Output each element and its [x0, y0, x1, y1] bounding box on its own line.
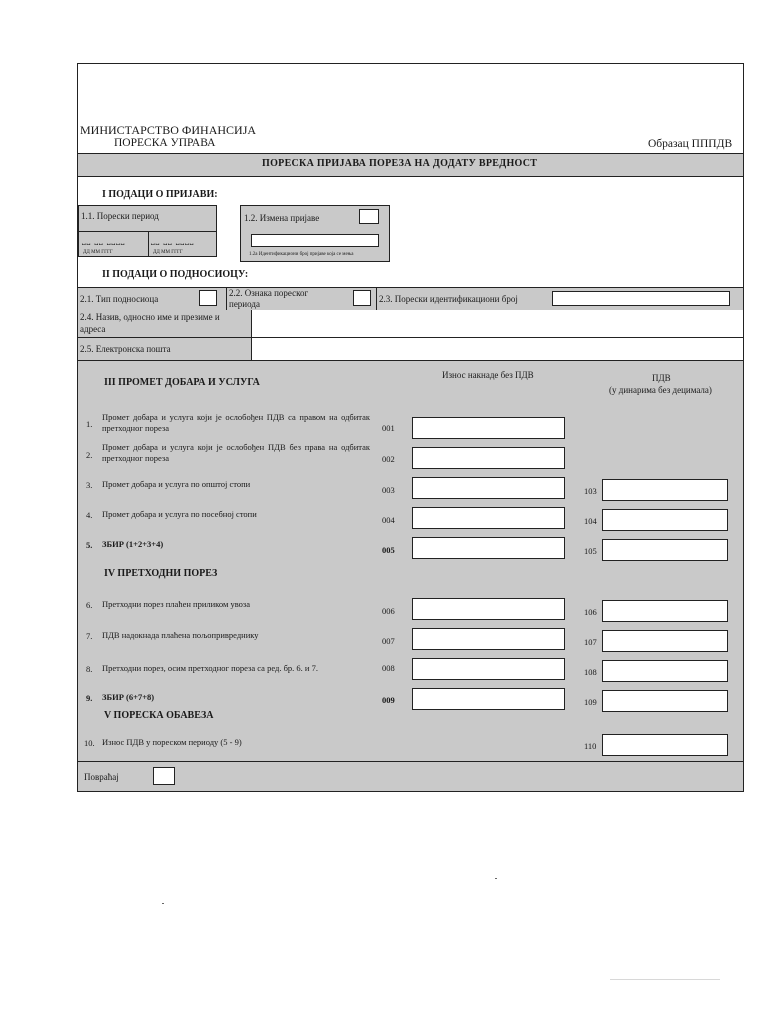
section1-heading: I ПОДАЦИ О ПРИЈАВИ: [102, 189, 218, 200]
title-bar [78, 153, 743, 177]
vat-input-104[interactable] [602, 509, 728, 531]
name-label-1: 2.4. Назив, односно име и презиме и [80, 312, 220, 322]
refund-row [78, 762, 743, 791]
row-number: 2. [86, 450, 93, 460]
name-label-cell [78, 310, 252, 338]
period-from-mask: ДД ММ ГГГГ [83, 250, 113, 255]
section3-heading: III ПРОМЕТ ДОБАРА И УСЛУГА [104, 377, 260, 388]
row-number: 6. [86, 600, 93, 610]
scan-speck [162, 903, 164, 904]
period-to-field[interactable]: ⎵⎵ ⎵⎵ ⎵⎵⎵⎵ [151, 235, 195, 245]
row-number: 10. [84, 738, 95, 748]
scan-edge-line [610, 979, 720, 980]
section4-heading: IV ПРЕТХОДНИ ПОРЕЗ [104, 568, 218, 579]
row-code: 110 [584, 741, 597, 751]
row-code: 004 [382, 515, 395, 525]
amount-input-005[interactable] [412, 537, 565, 559]
email-label-cell [78, 338, 252, 361]
row-number: 8. [86, 664, 93, 674]
row-label: Износ ПДВ у пореском периоду (5 - 9) [102, 737, 242, 747]
amendment-checkbox[interactable] [359, 209, 379, 224]
row-label: Претходни порез плаћен приликом увоза [102, 599, 251, 609]
email-input[interactable] [252, 338, 743, 361]
row-code: 105 [584, 546, 597, 556]
row-code: 003 [382, 485, 395, 495]
amount-input-006[interactable] [412, 598, 565, 620]
row-number: 5. [86, 540, 93, 550]
amount-input-008[interactable] [412, 658, 565, 680]
row-code: 107 [584, 637, 597, 647]
amendment-id-input[interactable] [251, 234, 379, 247]
row-code: 108 [584, 667, 597, 677]
payer-row [78, 287, 743, 312]
row-label: ПДВ надокнада плаћена пољопривреднику [102, 630, 259, 640]
row-label: Промет добара и услуга који је ослобођен ПДВ са правом на одбитак претходног пореза [102, 412, 370, 433]
tax-period-block [78, 205, 217, 257]
vat-input-106[interactable] [602, 600, 728, 622]
row-label: Промет добара и услуга по општој стопи [102, 479, 251, 489]
email-label: 2.5. Електронска пошта [80, 344, 171, 354]
amount-input-001[interactable] [412, 417, 565, 439]
amendment-label: 1.2. Измена пријаве [244, 213, 320, 223]
row-number: 7. [86, 631, 93, 641]
row-number: 1. [86, 419, 93, 429]
vat-input-110[interactable] [602, 734, 728, 756]
row-label: Претходни порез, осим претходног пореза са ред. бр. 6. и 7. [102, 663, 318, 673]
row-label: ЗБИР (6+7+8) [102, 692, 155, 702]
period-mark-input[interactable] [353, 290, 371, 306]
col-vat-header: ПДВ [652, 373, 671, 383]
administration-name: ПОРЕСКА УПРАВА [114, 137, 216, 149]
tax-period-label: 1.1. Порески период [81, 211, 159, 221]
period-mark-label-2: периода [229, 299, 260, 309]
refund-label: Повраћај [84, 772, 119, 782]
vat-input-108[interactable] [602, 660, 728, 682]
row-label: ЗБИР (1+2+3+4) [102, 539, 164, 549]
section5-heading: V ПОРЕСКА ОБАВЕЗА [104, 710, 214, 721]
vat-input-103[interactable] [602, 479, 728, 501]
amounts-section [78, 361, 743, 762]
row-code: 009 [382, 695, 395, 705]
row-code: 109 [584, 697, 597, 707]
tax-return-form [77, 63, 744, 792]
vat-input-109[interactable] [602, 690, 728, 712]
name-address-input[interactable] [252, 310, 743, 338]
row-code: 104 [584, 516, 597, 526]
name-label-2: адреса [80, 324, 106, 334]
amount-input-007[interactable] [412, 628, 565, 650]
row-code: 006 [382, 606, 395, 616]
row-code: 001 [382, 423, 395, 433]
row-label: Промет добара и услуга који је ослобођен ПДВ без права на одбитак претходног пореза [102, 442, 370, 463]
row-number: 3. [86, 480, 93, 490]
amount-input-004[interactable] [412, 507, 565, 529]
row-code: 005 [382, 545, 395, 555]
section2-heading: II ПОДАЦИ О ПОДНОСИОЦУ: [102, 269, 249, 280]
row-code: 002 [382, 454, 395, 464]
row-code: 106 [584, 607, 597, 617]
amount-input-009[interactable] [412, 688, 565, 710]
row-number: 9. [86, 693, 93, 703]
col-amount-header: Износ накнаде без ПДВ [442, 370, 534, 380]
form-title: ПОРЕСКА ПРИЈАВА ПОРЕЗА НА ДОДАТУ ВРЕДНОСТ [262, 158, 538, 169]
row-code: 007 [382, 636, 395, 646]
amendment-block [240, 205, 390, 262]
row-number: 4. [86, 510, 93, 520]
tin-input[interactable] [552, 291, 730, 306]
scan-speck [495, 878, 497, 879]
row-label: Промет добара и услуга по посебној стопи [102, 509, 257, 519]
vat-input-107[interactable] [602, 630, 728, 652]
payer-type-input[interactable] [199, 290, 217, 306]
refund-checkbox[interactable] [153, 767, 175, 785]
amendment-hint: 1.2а Идентификациони број пријаве која се мења [249, 252, 354, 257]
col-vat-note: (у динарима без децимала) [609, 385, 712, 395]
vat-input-105[interactable] [602, 539, 728, 561]
payer-type-label: 2.1. Тип подносиоца [80, 294, 159, 304]
tin-label: 2.3. Порески идентификациони број [379, 294, 518, 304]
amount-input-002[interactable] [412, 447, 565, 469]
row-code: 008 [382, 663, 395, 673]
row-code: 103 [584, 486, 597, 496]
ministry-name: МИНИСТАРСТВО ФИНАНСИЈА [80, 123, 257, 137]
period-from-field[interactable]: ⎵⎵ ⎵⎵ ⎵⎵⎵⎵ [82, 235, 126, 245]
form-code: Образац ПППДВ [648, 138, 733, 150]
period-to-mask: ДД ММ ГГГГ [153, 250, 183, 255]
period-mark-label-1: 2.2. Ознака пореског [229, 288, 309, 298]
amount-input-003[interactable] [412, 477, 565, 499]
